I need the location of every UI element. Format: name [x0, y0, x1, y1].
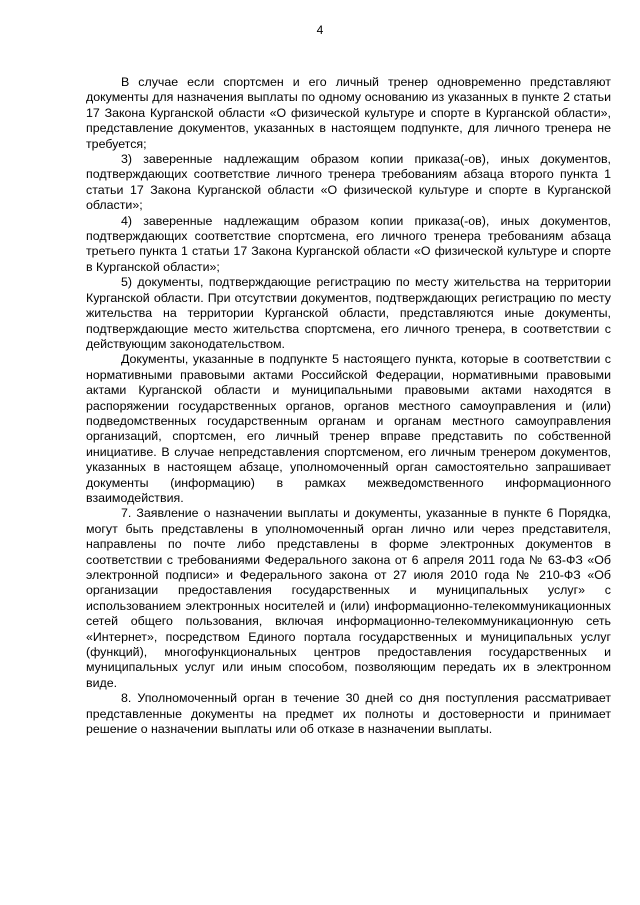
paragraph-point-8: 8. Уполномоченный орган в течение 30 дней со дня поступления рассматривает представленные документы на предмет их полноты и достоверности и принимает решение о назначении выплаты или об отказе в назначении выплаты.	[86, 691, 611, 737]
document-body	[86, 75, 611, 737]
paragraph-item-5: 5) документы, подтверждающие регистрацию по месту жительства на территории Курганской области. При отсутствии документов, подтверждающих регистрацию по месту жительства на территории Курганской области, представляются иные документы, подтверждающие место жительства спортсмена, его личного тренера, в соответствии с действующим законодательством.	[86, 275, 611, 351]
paragraph-item-3: 3) заверенные надлежащим образом копии приказа(-ов), иных документов, подтверждающих соответствие личного тренера требованиям абзаца второго пункта 1 статьи 17 Закона Курганской области «О физической культуре и спорте в Курганской области»;	[86, 152, 611, 213]
paragraph-documents-note: Документы, указанные в подпункте 5 настоящего пункта, которые в соответствии с нормативными правовыми актами Российской Федерации, нормативными правовыми актами Курганской области и муниципальными правовыми актами находятся в распоряжении государственных органов, органов местного самоуправления и (или) подведомственных государственным органам и органам местного самоуправления организаций, спортсмен, его личный тренер вправе представить по собственной инициативе. В случае непредставления спортсменом, его личным тренером документов, указанных в настоящем абзаце, уполномоченный орган самостоятельно запрашивает документы (информацию) в рамках межведомственного информационного взаимодействия.	[86, 352, 611, 505]
paragraph-item-4: 4) заверенные надлежащим образом копии приказа(-ов), иных документов, подтверждающих соответствие спортсмена, его личного тренера требованиям абзаца третьего пункта 1 статьи 17 Закона Курганской области «О физической культуре и спорте в Курганской области»;	[86, 213, 611, 274]
paragraph-point-7: 7. Заявление о назначении выплаты и документы, указанные в пункте 6 Порядка, могут быть представлены в уполномоченный орган лично или через представителя, направлены по почте либо представлены в форме электронных документов в соответствии с требованиями Федерального закона от 6 апреля 2011 года № 63-ФЗ «Об электронной подписи» и Федерального закона от 27 июля 2010 года № 210-ФЗ «Об организации предоставления государственных и муниципальных услуг» с использованием электронных носителей и (или) информационно-телекоммуникационных сетей общего пользования, включая информационно-телекоммуникационную сеть «Интернет», посредством Единого портала государственных и муниципальных услуг (функций), многофункциональных центров предоставления государственных и муниципальных услуг или иным способом, позволяющим передать их в электронном виде.	[86, 506, 611, 690]
page-number: 4	[316, 23, 324, 37]
paragraph-sportsman-trainer-joint: В случае если спортсмен и его личный тренер одновременно представляют документы для назначения выплаты по одному основанию из указанных в пункте 2 статьи 17 Закона Курганской области «О физической культуре и спорте в Курганской области», представление документов, указанных в настоящем подпункте, для личного тренера не требуется;	[86, 75, 611, 151]
